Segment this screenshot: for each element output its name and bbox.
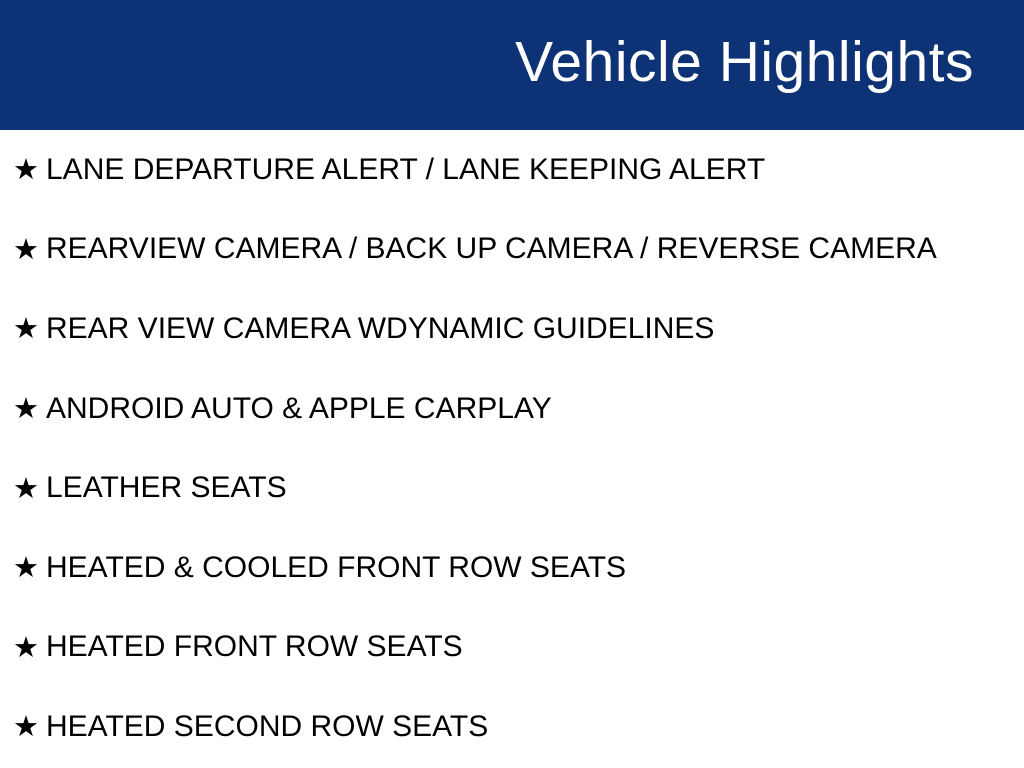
highlights-list <box>0 130 1024 767</box>
star-bullet-icon: ★ <box>13 629 39 664</box>
list-item-label: REAR VIEW CAMERA WDYNAMIC GUIDELINES <box>46 311 715 345</box>
list-item-label: REARVIEW CAMERA / BACK UP CAMERA / REVERSE CAMERA <box>46 232 937 266</box>
list-item-label: ANDROID AUTO & APPLE CARPLAY <box>46 391 552 425</box>
star-bullet-icon: ★ <box>13 311 39 346</box>
list-item <box>13 289 1024 369</box>
list-item-label: HEATED & COOLED FRONT ROW SEATS <box>46 550 627 584</box>
header-banner <box>0 0 1024 130</box>
list-item <box>13 608 1024 688</box>
star-bullet-icon: ★ <box>13 152 39 187</box>
star-bullet-icon: ★ <box>13 231 39 266</box>
star-bullet-icon: ★ <box>13 391 39 426</box>
list-item <box>13 369 1024 449</box>
list-item <box>13 528 1024 608</box>
list-item-label: HEATED FRONT ROW SEATS <box>46 630 463 664</box>
star-bullet-icon: ★ <box>13 709 39 744</box>
list-item-label: LANE DEPARTURE ALERT / LANE KEEPING ALERT <box>46 152 766 186</box>
list-item <box>13 210 1024 290</box>
star-bullet-icon: ★ <box>13 470 39 505</box>
star-bullet-icon: ★ <box>13 550 39 585</box>
list-item-label: LEATHER SEATS <box>46 471 287 505</box>
list-item-label: HEATED SECOND ROW SEATS <box>46 709 489 743</box>
list-item <box>13 687 1024 767</box>
page-title: Vehicle Highlights <box>515 29 974 94</box>
list-item <box>13 130 1024 210</box>
list-item <box>13 448 1024 528</box>
